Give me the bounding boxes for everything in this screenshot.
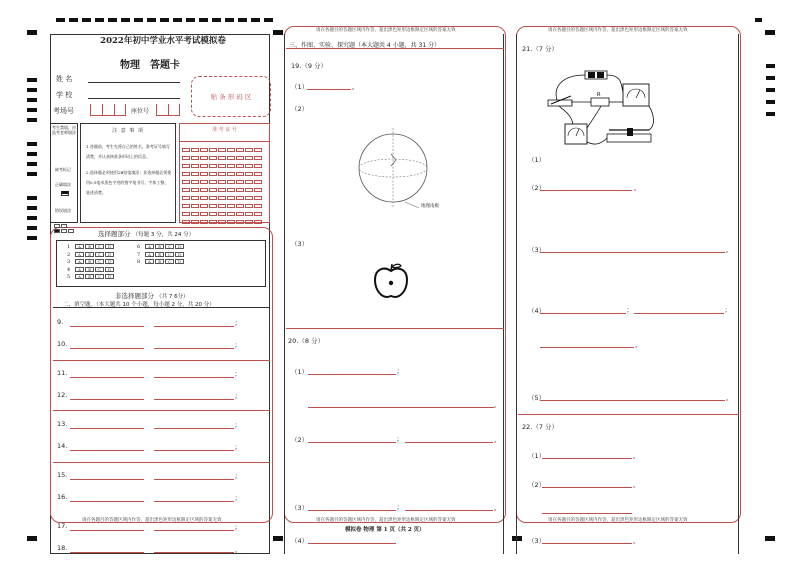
q20-part2-label: （2） — [291, 436, 309, 444]
choice-header-title: 选择题部分 — [98, 230, 131, 238]
correct-fill-label: 正确填涂 — [55, 182, 71, 187]
apple-diagram — [372, 262, 410, 302]
q22-part1-label: （1） — [528, 452, 546, 460]
q19-part1-answer[interactable] — [307, 89, 351, 90]
notice-title: 注 意 事 项 — [112, 128, 144, 134]
q21-part4-answer-1[interactable] — [540, 313, 626, 314]
globe-label: 地理南极 — [421, 204, 439, 209]
q20-part2-end: 。 — [494, 436, 501, 444]
choice-question-number: 4 — [67, 266, 71, 273]
choice-question-number: 1 — [67, 244, 71, 250]
choice-option-bubble[interactable]: B — [85, 244, 94, 249]
q12-label: 12. — [57, 391, 68, 399]
section-3-title: 三、作图、实验、探究题（本大题共 4 小题，共 31 分） — [289, 42, 441, 49]
wrong-fill-label: 错误填涂 — [55, 208, 71, 213]
exam-id-bubble[interactable] — [245, 220, 253, 224]
exam-id-bubble[interactable] — [236, 220, 244, 224]
q10-label: 10. — [57, 340, 68, 348]
q13-answer-1[interactable] — [70, 428, 144, 429]
q11-sep: ; — [235, 370, 238, 378]
exam-id-grid[interactable] — [179, 123, 270, 223]
choice-option-bubble[interactable]: D — [175, 252, 184, 257]
q21-part3-label: （3） — [528, 246, 546, 254]
q16-answer-1[interactable] — [70, 501, 144, 502]
exam-id-bubble-row[interactable] — [181, 144, 268, 152]
side-marks-right — [766, 64, 775, 124]
choice-option-bubble[interactable]: D — [105, 252, 114, 257]
q20-part1-label: （1） — [291, 368, 309, 376]
q18-answer-1[interactable] — [70, 552, 144, 553]
nonchoice-header-points: （共 7 6分） — [156, 294, 189, 300]
choice-option-bubble[interactable]: C — [95, 274, 104, 279]
school-field[interactable] — [88, 98, 180, 99]
q14-answer-2[interactable] — [154, 450, 234, 451]
q20-part3-label: （3） — [291, 504, 309, 512]
choice-question-number: 2 — [67, 251, 71, 258]
warning-notice: 请在各题目的答题区域内作答，超出黑色矩形边框限定区域的答案无效 — [316, 28, 456, 33]
q22-part2-end: 。 — [633, 481, 640, 489]
q21-part4-label: （4） — [528, 307, 546, 315]
q21-part5-end: 。 — [726, 394, 733, 402]
circuit-diagram — [543, 66, 661, 152]
choice-option-bubble[interactable]: D — [105, 274, 114, 279]
sheet-title: 2022年初中学业水平考试模拟卷 — [100, 36, 226, 46]
q22-part3-label: （3） — [528, 537, 546, 545]
barcode-label: 贴 条 形 码 区 — [210, 93, 252, 101]
q15-sep: ; — [235, 472, 238, 480]
choice-option-bubble[interactable]: A — [145, 259, 154, 264]
divider — [286, 328, 504, 329]
card-title: 答题卡 — [150, 60, 180, 71]
q20-part3-answer-2[interactable] — [405, 510, 493, 511]
q9-answer-2[interactable] — [154, 326, 234, 327]
q21-part3-answer[interactable] — [540, 252, 725, 253]
q20-part1-end: 。 — [494, 401, 501, 409]
choice-row — [67, 267, 265, 275]
q18-label: 18. — [57, 544, 68, 552]
choice-option-bubble[interactable]: C — [95, 267, 104, 272]
choice-header — [98, 229, 194, 238]
exam-id-bubbles[interactable] — [180, 142, 269, 226]
exam-id-bubble-row[interactable] — [181, 216, 268, 224]
q12-sep: ; — [235, 392, 238, 400]
divider — [53, 307, 270, 308]
divider — [518, 414, 739, 415]
school-label: 学 校 — [56, 91, 73, 99]
choice-option-bubble[interactable]: B — [155, 252, 164, 257]
q22-part2-answer-2[interactable] — [542, 513, 632, 514]
q19-label: 19.（9 分） — [291, 62, 328, 70]
q9-answer-1[interactable] — [70, 326, 144, 327]
choice-option-bubble[interactable]: D — [175, 244, 184, 249]
notice-box — [80, 123, 176, 223]
q20-part2-sep: ; — [397, 435, 400, 443]
choice-option-bubble[interactable]: B — [85, 252, 94, 257]
exam-id-bubble[interactable] — [227, 220, 235, 224]
earth-globe-diagram — [355, 124, 435, 214]
choice-option-bubble[interactable]: B — [155, 244, 164, 249]
choice-row — [67, 252, 265, 260]
name-label: 姓 名 — [56, 75, 73, 83]
fill-info-box — [50, 123, 78, 223]
warning-notice: 请在各题目的答题区域内作答，超出黑色矩形边框限定区域的答案无效 — [316, 518, 456, 523]
q16-sep: ; — [235, 494, 238, 502]
warning-notice: 请在各题目的答题区域内作答，超出黑色矩形边框限定区域的答案无效 — [548, 518, 688, 523]
choice-row — [67, 244, 265, 252]
q12-answer-2[interactable] — [154, 399, 234, 400]
barcode-area — [191, 76, 271, 117]
q20-part3-end: 。 — [494, 504, 501, 512]
divider — [286, 48, 504, 49]
choice-bubble-area[interactable] — [56, 240, 266, 287]
choice-option-bubble[interactable]: A — [145, 244, 154, 249]
q16-answer-2[interactable] — [154, 501, 234, 502]
q19-part3-label: （3） — [291, 240, 309, 248]
choice-option-bubble[interactable]: C — [95, 244, 104, 249]
q12-answer-1[interactable] — [70, 399, 144, 400]
exam-id-bubble[interactable] — [254, 220, 262, 224]
q15-answer-1[interactable] — [70, 479, 144, 480]
choice-option-bubble[interactable]: B — [85, 274, 94, 279]
warning-notice: 请在各题目的答题区域内作答，超出黑色矩形边框限定区域的答案无效 — [82, 518, 222, 523]
q9-sep: ; — [235, 319, 238, 327]
name-field[interactable] — [88, 82, 180, 83]
choice-row — [67, 259, 265, 267]
corner-mark — [273, 536, 283, 541]
nonchoice-header — [115, 291, 189, 300]
q22-part2-label: （2） — [528, 481, 546, 489]
q22-label: 22.（7 分） — [522, 423, 559, 431]
q20-part1-sep: ; — [397, 367, 400, 375]
q17-answer-2[interactable] — [154, 530, 234, 531]
exam-room-boxes[interactable] — [90, 104, 126, 116]
exam-id-bubble-row[interactable] — [181, 200, 268, 208]
q20-part1-answer-1[interactable] — [308, 374, 396, 375]
q20-part3-answer-1[interactable] — [308, 510, 396, 511]
corner-mark — [755, 18, 762, 22]
q20-part1-answer-2[interactable] — [308, 407, 494, 408]
q11-label: 11. — [57, 369, 68, 377]
choice-option-bubble[interactable]: A — [75, 274, 84, 279]
q21-part2-answer[interactable] — [540, 190, 632, 191]
q21-label: 21.（7 分） — [522, 45, 559, 53]
q18-end: 。 — [235, 546, 242, 554]
q20-part4-answer[interactable] — [308, 543, 396, 544]
q21-part2-end: 。 — [634, 184, 641, 192]
q15-answer-2[interactable] — [154, 479, 234, 480]
exam-id-bubble-row[interactable] — [181, 176, 268, 184]
choice-option-bubble[interactable]: C — [165, 244, 174, 249]
q13-sep: ; — [235, 421, 238, 429]
q14-label: 14. — [57, 442, 68, 450]
q21-part5-answer[interactable] — [540, 400, 725, 401]
fill-by-candidate-note: 考生禁填，由监考老师填涂 — [52, 125, 76, 135]
choice-option-bubble[interactable]: D — [175, 259, 184, 264]
choice-question-number: 8 — [137, 259, 141, 265]
q16-label: 16. — [57, 493, 68, 501]
q11-answer-2[interactable] — [154, 377, 234, 378]
q22-part1-end: 。 — [633, 452, 640, 460]
q13-answer-2[interactable] — [154, 428, 234, 429]
fill-section-title: 二、填空题。（本大题共 10 个小题，每小题 2 分，共 20 分） — [63, 302, 215, 308]
q22-part3-answer[interactable] — [542, 543, 632, 544]
seat-label: 座位号 — [131, 108, 150, 115]
q20-part4-label: （4） — [291, 537, 309, 545]
warning-notice: 请在各题目的答题区域内作答，超出黑色矩形边框限定区域的答案无效 — [548, 28, 688, 33]
choice-option-bubble[interactable]: C — [165, 259, 174, 264]
page-footer: 模拟卷 物理 第 1 页（共 2 页） — [345, 527, 425, 533]
notice-item-1: 1.答题前，考生先将自己的姓名、准考证号填写清楚，并认真核准条形码上的信息。 — [86, 144, 170, 159]
q20-part2-answer-2[interactable] — [405, 442, 493, 443]
divider — [53, 462, 270, 463]
divider — [53, 410, 270, 411]
correct-fill-example — [61, 191, 69, 196]
q20-part3-sep: ; — [397, 503, 400, 511]
choice-option-bubble[interactable]: B — [85, 259, 94, 264]
q21-part4-answer-2[interactable] — [634, 313, 724, 314]
q17-answer-1[interactable] — [70, 530, 144, 531]
exam-id-bubble-row[interactable] — [181, 184, 268, 192]
q22-part1-answer[interactable] — [542, 458, 632, 459]
subject: 物理 — [120, 60, 140, 71]
absent-mark-label: 缺考标记 — [55, 167, 71, 172]
q14-sep: ; — [235, 443, 238, 451]
choice-row — [67, 274, 265, 282]
q21-part3-end: 。 — [726, 246, 733, 254]
q17-label: 17. — [57, 522, 68, 530]
choice-option-bubble[interactable]: B — [85, 267, 94, 272]
q21-part2-label: （2） — [528, 184, 546, 192]
choice-question-number: 5 — [67, 274, 71, 280]
q21-part5-label: （5） — [528, 394, 546, 402]
choice-question-number: 6 — [137, 244, 141, 250]
q18-answer-2[interactable] — [154, 552, 234, 553]
corner-mark — [765, 30, 775, 35]
choice-option-bubble[interactable]: C — [165, 252, 174, 257]
choice-question-number: 3 — [67, 259, 71, 265]
q21-part4-sep-2: ; — [725, 306, 728, 314]
q10-answer-2[interactable] — [154, 348, 234, 349]
q22-part3-end: 。 — [633, 537, 640, 545]
q21-part4-sep-1: ; — [627, 306, 630, 314]
exam-id-bubble[interactable] — [182, 220, 190, 224]
svg-text:R: R — [597, 92, 601, 98]
choice-option-bubble[interactable]: A — [75, 259, 84, 264]
q10-answer-1[interactable] — [70, 348, 144, 349]
q20-label: 20.（8 分） — [288, 337, 325, 345]
exam-room-label: 考场号 — [53, 107, 74, 115]
q22-part2-answer[interactable] — [542, 487, 632, 488]
exam-id-bubble-row[interactable] — [181, 152, 268, 160]
exam-id-bubble[interactable] — [218, 220, 226, 224]
q15-label: 15. — [57, 471, 68, 479]
divider — [53, 360, 270, 361]
q19-part2-label: （2） — [291, 105, 309, 113]
timing-marks-top-left — [56, 18, 273, 22]
exam-id-bubble-row[interactable] — [181, 192, 268, 200]
corner-mark — [273, 30, 283, 35]
q11-answer-1[interactable] — [70, 377, 144, 378]
side-marks-left — [27, 78, 37, 246]
seat-boxes[interactable] — [156, 104, 180, 116]
choice-header-points: （每题 3 分，共 24 分） — [132, 232, 195, 238]
choice-question-number: 7 — [137, 251, 141, 258]
choice-option-bubble[interactable]: A — [75, 252, 84, 257]
q14-answer-1[interactable] — [70, 450, 144, 451]
choice-option-bubble[interactable]: D — [105, 259, 114, 264]
q19-part1-label: （1） — [291, 83, 309, 91]
choice-option-bubble[interactable]: D — [105, 244, 114, 249]
q17-sep: ; — [235, 523, 238, 531]
corner-mark — [27, 30, 37, 35]
exam-id-bubble-row[interactable] — [181, 168, 268, 176]
choice-option-bubble[interactable]: A — [75, 244, 84, 249]
choice-option-bubble[interactable]: C — [95, 259, 104, 264]
choice-option-bubble[interactable]: A — [145, 252, 154, 257]
choice-option-bubble[interactable]: B — [155, 259, 164, 264]
q20-part2-answer-1[interactable] — [308, 442, 396, 443]
choice-option-bubble[interactable]: A — [75, 267, 84, 272]
corner-mark — [765, 536, 775, 541]
q21-part1-label: （1） — [528, 156, 546, 164]
exam-id-bubble[interactable] — [200, 220, 208, 224]
q21-part4-answer-3[interactable] — [540, 347, 634, 348]
exam-id-bubble-row[interactable] — [181, 208, 268, 216]
nonchoice-header-title: 非选择题部分 — [115, 292, 154, 300]
exam-id-label: 准 考 证 号 — [212, 127, 237, 133]
q19-part1-end: 。 — [352, 83, 359, 91]
q10-sep: ; — [235, 341, 238, 349]
choice-option-bubble[interactable]: C — [95, 252, 104, 257]
notice-item-2: 2.选择题必须使用2B铅笔填涂；非选择题必须使用0.5毫米黑色字迹的签字笔书写，字体工整、笔迹清楚。 — [86, 170, 172, 195]
corner-mark — [27, 536, 37, 541]
exam-id-bubble[interactable] — [191, 220, 199, 224]
fill-mark-legend — [54, 224, 75, 234]
q13-label: 13. — [57, 420, 68, 428]
q21-part4-end: 。 — [635, 341, 642, 349]
choice-option-bubble[interactable]: D — [105, 267, 114, 272]
exam-id-bubble[interactable] — [209, 220, 217, 224]
exam-id-bubble-row[interactable] — [181, 160, 268, 168]
q9-label: 9. — [57, 318, 64, 326]
